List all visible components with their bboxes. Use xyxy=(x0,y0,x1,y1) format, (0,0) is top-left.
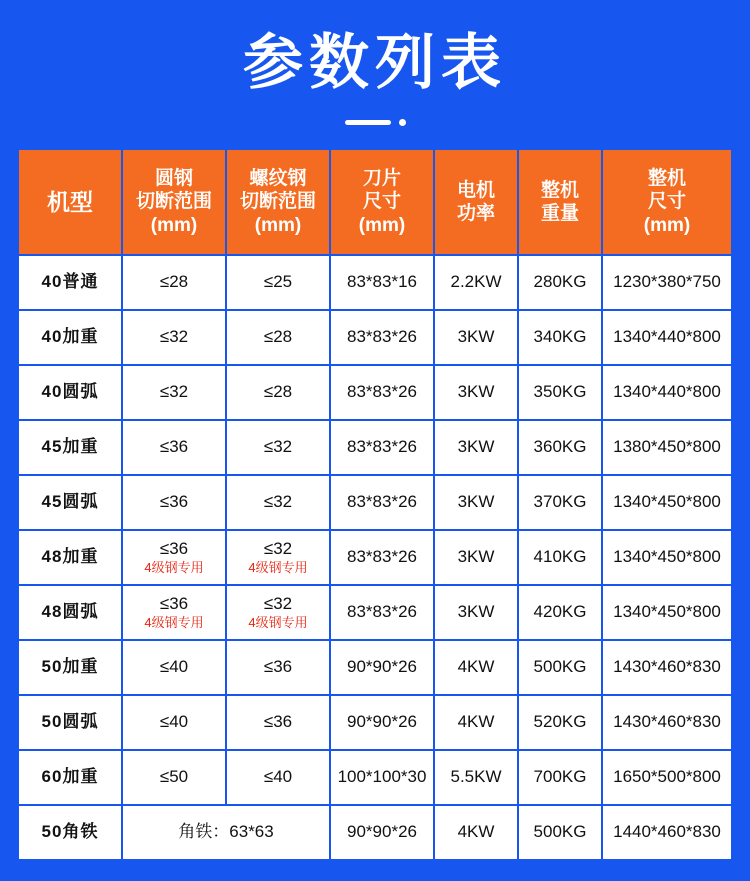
cell-round-steel-value: 角铁：63*63 xyxy=(178,822,274,842)
cell-machine-size xyxy=(602,805,732,860)
cell-model xyxy=(18,530,122,585)
cell-model xyxy=(18,805,122,860)
table-row xyxy=(18,805,732,860)
cell-thread-steel xyxy=(226,475,330,530)
table-row xyxy=(18,750,732,805)
cell-blade-size xyxy=(330,420,434,475)
cell-thread-steel xyxy=(226,750,330,805)
cell-round-steel xyxy=(122,255,226,310)
cell-blade-size xyxy=(330,530,434,585)
cell-motor-power-value: 4KW xyxy=(457,657,495,677)
cell-motor-power-value: 5.5KW xyxy=(450,767,502,787)
cell-thread-steel xyxy=(226,695,330,750)
cell-blade-size xyxy=(330,365,434,420)
cell-model-value: 40普通 xyxy=(41,272,99,292)
cell-machine-weight xyxy=(518,530,602,585)
cell-motor-power xyxy=(434,530,518,585)
cell-round-steel xyxy=(122,310,226,365)
cell-machine-weight xyxy=(518,805,602,860)
cell-machine-weight xyxy=(518,420,602,475)
cell-round-steel-value: ≤50 xyxy=(159,767,189,787)
cell-round-steel xyxy=(122,640,226,695)
cell-round-steel xyxy=(122,475,226,530)
cell-round-steel-value: ≤28 xyxy=(159,272,189,292)
table-row xyxy=(18,585,732,640)
cell-machine-weight-value: 500KG xyxy=(533,822,587,842)
cell-motor-power xyxy=(434,310,518,365)
cell-round-steel-note: 4级钢专用 xyxy=(144,560,204,576)
table-body xyxy=(18,255,732,860)
cell-thread-steel-value: ≤32 xyxy=(263,593,293,613)
cell-thread-steel xyxy=(226,255,330,310)
cell-motor-power xyxy=(434,640,518,695)
cell-motor-power-value: 3KW xyxy=(457,327,495,347)
cell-thread-steel xyxy=(226,420,330,475)
cell-machine-size-value: 1650*500*800 xyxy=(613,767,721,787)
cell-thread-steel xyxy=(226,365,330,420)
cell-thread-steel-value: ≤32 xyxy=(263,538,293,558)
cell-blade-size-value: 83*83*26 xyxy=(347,492,417,512)
cell-blade-size-value: 83*83*26 xyxy=(347,437,417,457)
cell-model xyxy=(18,310,122,365)
cell-machine-size-value: 1230*380*750 xyxy=(613,272,721,292)
column-header-round-steel: 圆钢 切断范围 (mm) xyxy=(122,149,226,255)
cell-motor-power xyxy=(434,750,518,805)
cell-blade-size-value: 83*83*26 xyxy=(347,547,417,567)
cell-thread-steel xyxy=(226,530,330,585)
cell-machine-weight xyxy=(518,310,602,365)
column-header-thread-steel: 螺纹钢 切断范围 (mm) xyxy=(226,149,330,255)
cell-machine-weight xyxy=(518,365,602,420)
cell-blade-size-value: 90*90*26 xyxy=(347,822,417,842)
cell-thread-steel xyxy=(226,310,330,365)
cell-model-value: 60加重 xyxy=(41,767,99,787)
table-row xyxy=(18,420,732,475)
cell-model-value: 50加重 xyxy=(41,657,99,677)
cell-blade-size xyxy=(330,640,434,695)
cell-machine-weight-value: 700KG xyxy=(533,767,587,787)
cell-machine-weight-value: 360KG xyxy=(533,437,587,457)
cell-machine-size-value: 1340*450*800 xyxy=(613,602,721,622)
table-row xyxy=(18,530,732,585)
cell-round-steel xyxy=(122,695,226,750)
cell-round-steel-value: ≤32 xyxy=(159,382,189,402)
cell-round-steel xyxy=(122,750,226,805)
cell-machine-weight-value: 500KG xyxy=(533,657,587,677)
cell-thread-steel-value: ≤32 xyxy=(263,492,293,512)
cell-motor-power-value: 2.2KW xyxy=(450,272,502,292)
cell-blade-size-value: 83*83*26 xyxy=(347,382,417,402)
cell-motor-power xyxy=(434,475,518,530)
cell-blade-size-value: 100*100*30 xyxy=(337,767,427,787)
cell-machine-weight xyxy=(518,695,602,750)
cell-model xyxy=(18,585,122,640)
cell-blade-size-value: 83*83*16 xyxy=(347,272,417,292)
title-block xyxy=(0,0,750,126)
cell-blade-size xyxy=(330,310,434,365)
cell-model-value: 50角铁 xyxy=(41,822,99,842)
cell-motor-power xyxy=(434,805,518,860)
cell-model xyxy=(18,420,122,475)
cell-round-steel-value: ≤36 xyxy=(159,538,189,558)
column-header-machine-size: 整机 尺寸 (mm) xyxy=(602,149,732,255)
cell-machine-size xyxy=(602,750,732,805)
cell-machine-size-value: 1340*440*800 xyxy=(613,382,721,402)
cell-machine-size xyxy=(602,310,732,365)
cell-motor-power xyxy=(434,420,518,475)
cell-machine-weight-value: 520KG xyxy=(533,712,587,732)
table-row xyxy=(18,640,732,695)
cell-model-value: 45圆弧 xyxy=(41,492,99,512)
cell-thread-steel-note: 4级钢专用 xyxy=(248,560,308,576)
cell-machine-size-value: 1440*460*830 xyxy=(613,822,721,842)
cell-model xyxy=(18,640,122,695)
cell-round-steel-value: ≤32 xyxy=(159,327,189,347)
cell-blade-size-value: 83*83*26 xyxy=(347,327,417,347)
cell-motor-power xyxy=(434,585,518,640)
cell-machine-weight xyxy=(518,585,602,640)
table-row xyxy=(18,255,732,310)
table-row xyxy=(18,475,732,530)
cell-motor-power-value: 3KW xyxy=(457,382,495,402)
cell-round-steel-value: ≤40 xyxy=(159,712,189,732)
cell-machine-size xyxy=(602,695,732,750)
cell-model-value: 48圆弧 xyxy=(41,602,99,622)
cell-machine-weight xyxy=(518,640,602,695)
cell-blade-size xyxy=(330,255,434,310)
cell-motor-power-value: 3KW xyxy=(457,492,495,512)
cell-model-value: 50圆弧 xyxy=(41,712,99,732)
cell-blade-size xyxy=(330,805,434,860)
cell-round-steel xyxy=(122,805,330,860)
cell-thread-steel xyxy=(226,585,330,640)
cell-motor-power-value: 3KW xyxy=(457,602,495,622)
cell-machine-weight-value: 410KG xyxy=(533,547,587,567)
cell-round-steel-value: ≤36 xyxy=(159,492,189,512)
cell-machine-weight xyxy=(518,750,602,805)
cell-machine-weight-value: 340KG xyxy=(533,327,587,347)
divider-bar xyxy=(345,120,391,125)
cell-machine-size xyxy=(602,530,732,585)
cell-model xyxy=(18,475,122,530)
cell-thread-steel xyxy=(226,640,330,695)
cell-machine-size xyxy=(602,640,732,695)
table-row xyxy=(18,310,732,365)
cell-round-steel xyxy=(122,365,226,420)
cell-model-value: 48加重 xyxy=(41,547,99,567)
cell-machine-size-value: 1340*440*800 xyxy=(613,327,721,347)
cell-machine-weight xyxy=(518,475,602,530)
cell-model xyxy=(18,365,122,420)
cell-thread-steel-note: 4级钢专用 xyxy=(248,615,308,631)
divider-dot xyxy=(399,119,406,126)
cell-motor-power xyxy=(434,365,518,420)
cell-round-steel-value: ≤36 xyxy=(159,437,189,457)
cell-machine-size xyxy=(602,475,732,530)
cell-model-value: 45加重 xyxy=(41,437,99,457)
cell-thread-steel-value: ≤36 xyxy=(263,712,293,732)
cell-blade-size-value: 90*90*26 xyxy=(347,657,417,677)
cell-machine-size-value: 1340*450*800 xyxy=(613,492,721,512)
cell-motor-power xyxy=(434,255,518,310)
cell-motor-power-value: 3KW xyxy=(457,547,495,567)
cell-round-steel xyxy=(122,420,226,475)
cell-round-steel xyxy=(122,530,226,585)
cell-thread-steel-value: ≤28 xyxy=(263,327,293,347)
column-header-model: 机型 xyxy=(18,149,122,255)
page-title: 参数列表 xyxy=(243,29,507,96)
cell-motor-power-value: 4KW xyxy=(457,822,495,842)
cell-machine-size xyxy=(602,255,732,310)
cell-machine-weight-value: 370KG xyxy=(533,492,587,512)
cell-motor-power xyxy=(434,695,518,750)
cell-thread-steel-value: ≤25 xyxy=(263,272,293,292)
cell-round-steel-value: ≤36 xyxy=(159,593,189,613)
cell-motor-power-value: 4KW xyxy=(457,712,495,732)
cell-model xyxy=(18,695,122,750)
divider-ornament-icon xyxy=(0,119,750,126)
column-header-blade-size: 刀片 尺寸 (mm) xyxy=(330,149,434,255)
cell-blade-size xyxy=(330,750,434,805)
cell-thread-steel-value: ≤40 xyxy=(263,767,293,787)
column-header-motor-power: 电机 功率 xyxy=(434,149,518,255)
cell-machine-size-value: 1380*450*800 xyxy=(613,437,721,457)
cell-machine-size xyxy=(602,420,732,475)
cell-round-steel-note: 4级钢专用 xyxy=(144,615,204,631)
cell-machine-size-value: 1340*450*800 xyxy=(613,547,721,567)
column-header-machine-weight: 整机 重量 xyxy=(518,149,602,255)
cell-motor-power-value: 3KW xyxy=(457,437,495,457)
cell-machine-weight xyxy=(518,255,602,310)
table-row xyxy=(18,365,732,420)
cell-model-value: 40加重 xyxy=(41,327,99,347)
cell-thread-steel-value: ≤36 xyxy=(263,657,293,677)
cell-machine-weight-value: 420KG xyxy=(533,602,587,622)
cell-blade-size-value: 83*83*26 xyxy=(347,602,417,622)
cell-machine-size xyxy=(602,585,732,640)
table-row xyxy=(18,695,732,750)
table-header-row xyxy=(18,149,732,255)
cell-model xyxy=(18,750,122,805)
cell-round-steel-value: ≤40 xyxy=(159,657,189,677)
cell-machine-size-value: 1430*460*830 xyxy=(613,712,721,732)
cell-model xyxy=(18,255,122,310)
cell-blade-size-value: 90*90*26 xyxy=(347,712,417,732)
cell-blade-size xyxy=(330,695,434,750)
cell-machine-size-value: 1430*460*830 xyxy=(613,657,721,677)
cell-machine-size xyxy=(602,365,732,420)
cell-thread-steel-value: ≤32 xyxy=(263,437,293,457)
parameter-table xyxy=(17,148,733,861)
cell-blade-size xyxy=(330,475,434,530)
cell-thread-steel-value: ≤28 xyxy=(263,382,293,402)
cell-machine-weight-value: 350KG xyxy=(533,382,587,402)
cell-machine-weight-value: 280KG xyxy=(533,272,587,292)
cell-round-steel xyxy=(122,585,226,640)
cell-model-value: 40圆弧 xyxy=(41,382,99,402)
cell-blade-size xyxy=(330,585,434,640)
